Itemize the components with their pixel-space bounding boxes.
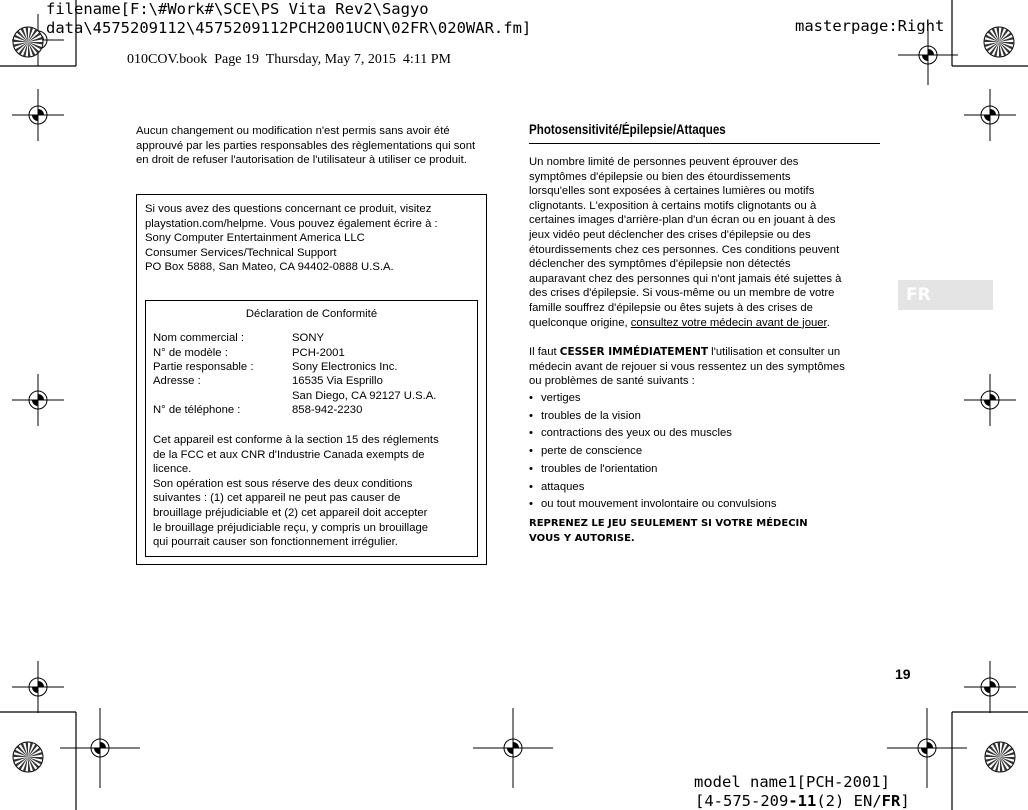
- color-wheel-icon: [984, 27, 1014, 57]
- para-line: jeux vidéo peut déclencher des crises d'épilepsie ou des: [529, 228, 811, 241]
- color-wheel-icon: [13, 742, 43, 772]
- compliance-line: de la FCC et aux CNR d'Industrie Canada exempts de: [153, 448, 425, 461]
- bullet-icon: •: [529, 410, 533, 422]
- warning-line: VOUS Y AUTORISE.: [529, 533, 635, 544]
- crosshair-icon: [964, 661, 1016, 713]
- crosshair-icon: [964, 374, 1016, 426]
- bullet-icon: •: [529, 445, 533, 457]
- para-text: l'utilisation et consulter un: [708, 346, 841, 358]
- color-wheel-icon: [13, 27, 43, 57]
- resume-warning: [529, 516, 808, 546]
- stop-paragraph: [529, 345, 881, 389]
- intro-paragraph: Aucun changement ou modification n'est permis sans avoir été approuvé par les parties responsables des règlementations qui sont en droit de refuser l'autorisation de l'utilisateur à utiliser ce produit.: [136, 125, 476, 167]
- para-line: ou problèmes de santé suivants :: [529, 375, 695, 388]
- symptom-text: troubles de l'orientation: [541, 463, 658, 475]
- para-line: auparavant chez des personnes qui n'ont jamais été sujettes à: [529, 272, 842, 285]
- compliance-line: brouillage préjudiciable et (2) cet appareil doit accepter: [153, 506, 428, 519]
- bullet-icon: •: [529, 498, 533, 510]
- book-info: 010COV.book Page 19 Thursday, May 7, 2015 4:11 PM: [127, 52, 451, 67]
- declaration-row: [153, 374, 383, 389]
- code-bold: -11: [788, 792, 817, 810]
- part-code: [695, 792, 910, 810]
- row-label: Adresse :: [153, 375, 201, 387]
- code-text: [4-575-209: [695, 792, 789, 810]
- compliance-line: qui pourrait causer son fonctionnement irrégulier.: [153, 536, 398, 549]
- para-line: [529, 345, 881, 360]
- para-line: médecin avant de rejouer si vous ressentez un des symptômes: [529, 360, 845, 373]
- symptom-text: perte de conscience: [541, 445, 643, 457]
- bullet-icon: •: [529, 427, 533, 439]
- row-label: Nom commercial :: [153, 332, 245, 344]
- filename-line-1: filename[F:\#Work#\SCE\PS Vita Rev2\Sagyo: [46, 0, 429, 18]
- filename-line-2: data\4575209112\4575209112PCH2001UCN\02FR\020WAR.fm]: [46, 19, 532, 37]
- symptom-item: [529, 392, 581, 404]
- symptom-text: contractions des yeux ou des muscles: [541, 427, 732, 439]
- para-line: étourdissements chez ces personnes. Ces conditions peuvent: [529, 243, 840, 256]
- crosshair-icon: [12, 661, 64, 713]
- symptom-item: [529, 410, 641, 422]
- color-wheel-icon: [985, 742, 1015, 772]
- para-line: lorsqu'elles sont exposées à certaines lumières ou motifs: [529, 185, 815, 198]
- row-label: N° de téléphone :: [153, 404, 241, 416]
- crosshair-icon: [473, 708, 553, 788]
- declaration-row: [153, 360, 397, 375]
- para-line: des crises d'épilepsie. Si vous-même ou un membre de votre: [529, 287, 835, 300]
- declaration-row: [153, 331, 324, 346]
- compliance-text: [153, 433, 475, 550]
- crosshair-icon: [964, 89, 1016, 141]
- symptom-item: [529, 445, 642, 457]
- declaration-title: Déclaration de Conformité: [245, 308, 378, 320]
- crosshair-icon: [887, 708, 967, 788]
- bold-stop-text: CESSER IMMÉDIATEMENT: [559, 346, 709, 358]
- row-value: SONY: [292, 332, 325, 344]
- para-text: .: [826, 316, 830, 329]
- code-text: ]: [900, 792, 910, 810]
- masterpage-label: masterpage:Right: [795, 17, 945, 35]
- para-text: quelconque origine,: [529, 316, 631, 329]
- compliance-line: Cet appareil est conforme à la section 15 des réglements: [153, 434, 439, 446]
- row-value: 858-942-2230: [292, 404, 363, 416]
- symptom-item: [529, 481, 584, 493]
- code-bold: FR: [881, 792, 901, 810]
- code-text: (2) EN/: [816, 792, 882, 810]
- page-number: 19: [895, 666, 911, 682]
- contact-text: [145, 202, 480, 275]
- contact-line: playstation.com/helpme. Vous pouvez également écrire à :: [145, 217, 438, 230]
- symptom-text: ou tout mouvement involontaire ou convulsions: [541, 498, 777, 510]
- compliance-line: licence.: [153, 463, 192, 476]
- symptom-item: [529, 427, 732, 439]
- para-line: famille souffrez d'épilepsie ou êtes sujets à des crises de: [529, 301, 813, 314]
- crosshair-icon: [60, 708, 140, 788]
- bullet-icon: •: [529, 392, 533, 404]
- para-line: déclencher des symptômes d'épilepsie non détectés: [529, 258, 791, 271]
- symptom-item: [529, 463, 657, 475]
- contact-line: Consumer Services/Technical Support: [145, 246, 337, 259]
- row-value: Sony Electronics Inc.: [292, 361, 398, 373]
- row-value: 16535 Via Esprillo: [292, 375, 383, 387]
- model-name: model name1[PCH-2001]: [694, 773, 890, 791]
- declaration-row: [153, 403, 362, 418]
- bullet-icon: •: [529, 481, 533, 493]
- contact-line: Sony Computer Entertainment America LLC: [145, 232, 365, 245]
- section-heading: Photosensitivité/Épilepsie/Attaques: [529, 122, 726, 137]
- declaration-row: [153, 346, 345, 361]
- compliance-line: le brouillage préjudiciable reçu, y compris un brouillage: [153, 521, 429, 534]
- row-label: N° de modèle :: [153, 347, 228, 359]
- para-text: Il faut: [529, 346, 560, 358]
- row-value: PCH-2001: [292, 347, 345, 359]
- language-tab-label: FR: [906, 285, 931, 305]
- compliance-line: Son opération est sous réserve des deux conditions: [153, 477, 413, 490]
- photosensitivity-paragraph: [529, 155, 881, 330]
- contact-line: Si vous avez des questions concernant ce produit, visitez: [145, 203, 432, 215]
- heading-rule: [529, 143, 880, 144]
- symptom-text: troubles de la vision: [541, 410, 641, 422]
- para-line: clignotants. L'exposition à certains motifs clignotants ou à: [529, 199, 817, 212]
- para-line: symptômes d'épilepsie ou bien des étourdissements: [529, 170, 791, 183]
- symptom-item: [529, 498, 777, 510]
- compliance-line: suivantes : (1) cet appareil ne peut pas causer de: [153, 492, 401, 505]
- crosshair-icon: [12, 374, 64, 426]
- declaration-row: [153, 389, 436, 404]
- symptom-text: attaques: [541, 481, 585, 493]
- language-tab: [898, 280, 993, 310]
- warning-line: REPRENEZ LE JEU SEULEMENT SI VOTRE MÉDECIN: [529, 518, 808, 529]
- symptom-text: vertiges: [541, 392, 581, 404]
- para-line: [529, 316, 881, 331]
- row-value: San Diego, CA 92127 U.S.A.: [292, 390, 437, 402]
- para-line: certaines images d'arrière-plan d'un écran ou en jouant à des: [529, 214, 836, 227]
- contact-line: PO Box 5888, San Mateo, CA 94402-0888 U.S.A.: [145, 261, 394, 274]
- row-label: Partie responsable :: [153, 361, 254, 373]
- para-line: Un nombre limité de personnes peuvent éprouver des: [529, 156, 799, 168]
- crosshair-icon: [12, 89, 64, 141]
- bullet-icon: •: [529, 463, 533, 475]
- underlined-advice: consultez votre médecin avant de jouer: [630, 316, 827, 329]
